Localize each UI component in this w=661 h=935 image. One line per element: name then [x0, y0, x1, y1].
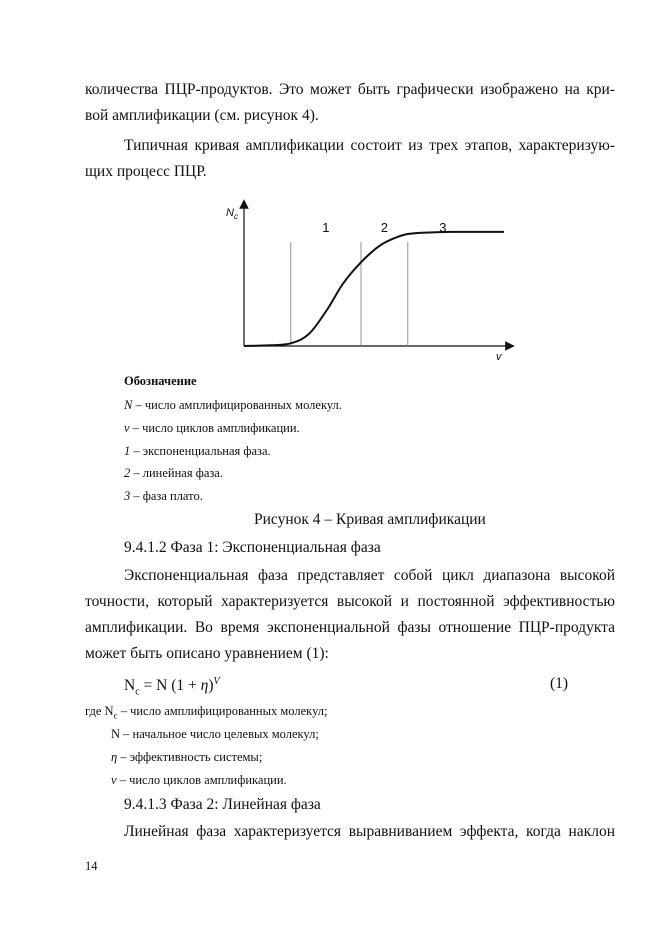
equation-number: (1) [550, 675, 569, 692]
legend-item-3 [124, 488, 203, 504]
where-v: v [111, 773, 117, 787]
figure-caption: Рисунок 4 – Кривая амплификации [254, 511, 486, 528]
page-number: 14 [85, 859, 98, 873]
phase-label: 2 [380, 220, 389, 235]
where-line-2: N – начальное число целевых молекул; [111, 727, 319, 741]
typical-line-1: Типичная кривая амплификации состоит из трех этапов, характеризую- [124, 137, 615, 154]
legend-text: – число циклов амплификации. [129, 421, 300, 435]
amplification-curve-chart [200, 196, 520, 366]
phase-label: 3 [439, 220, 447, 235]
legend-text: – число амплифицированных молекул. [132, 398, 342, 412]
amplification-curve [244, 232, 504, 346]
where-eta: η [111, 750, 118, 764]
typical-line-2: щих процесс ПЦР. [85, 163, 207, 180]
section-2-line-1: Линейная фаза характеризуется выравниванием эффекта, когда наклон [124, 823, 615, 840]
equation-eta: η [200, 677, 209, 695]
legend-symbol: 1 [124, 444, 131, 458]
section-1-line-1: Экспоненциальная фаза представляет собой цикл диапазона высокой [124, 567, 615, 584]
legend-symbol: N [124, 398, 133, 412]
intro-line-1: количества ПЦР-продуктов. Это может быть графически изображено на кри- [85, 81, 615, 98]
y-axis-label: $N_c$ [226, 207, 238, 221]
legend-item-2 [124, 465, 223, 481]
equation-subscript: c [135, 686, 140, 698]
legend-item-v [124, 420, 300, 436]
where-subscript: c [113, 710, 118, 721]
phase-label: 1 [322, 220, 330, 235]
section-1-line-3: амплификации. Во время экспоненциальной фазы отношение ПЦР-продукта [85, 619, 615, 636]
legend-text: – линейная фаза. [130, 466, 223, 480]
legend-item-n [124, 397, 342, 413]
legend-item-1 [124, 443, 271, 459]
where-prefix: где N [85, 704, 114, 718]
equation-exponent: V [213, 676, 220, 687]
intro-line-2: вой амплификации (см. рисунок 4). [85, 107, 319, 124]
where-line-1 [85, 703, 327, 724]
legend-symbol: 2 [124, 466, 131, 480]
legend-symbol: 3 [124, 489, 131, 503]
legend-text: – фаза плато. [130, 489, 203, 503]
section-1-heading: 9.4.1.2 Фаза 1: Экспоненциальная фаза [124, 539, 381, 556]
section-1-line-2: точности, который характеризуется высокой и постоянной эффективностью [85, 593, 615, 610]
legend-symbol: v [124, 421, 130, 435]
section-2-heading: 9.4.1.3 Фаза 2: Линейная фаза [124, 796, 321, 813]
where-line-3 [111, 749, 262, 765]
where-text: – эффективность системы; [117, 750, 263, 764]
where-line-4 [111, 772, 287, 788]
legend-heading: Обозначение [124, 374, 197, 388]
x-axis-label: v [496, 351, 502, 363]
where-text: – число амплифицированных молекул; [117, 704, 328, 718]
equation [124, 672, 220, 702]
equation-n: N [124, 677, 136, 695]
equation-middle: = N (1 + [139, 677, 201, 695]
where-text: – число циклов амплификации. [116, 773, 287, 787]
section-1-line-4: может быть описано уравнением (1): [85, 645, 329, 662]
equation-close: ) [208, 677, 214, 695]
legend-text: – экспоненциальная фаза. [130, 444, 271, 458]
